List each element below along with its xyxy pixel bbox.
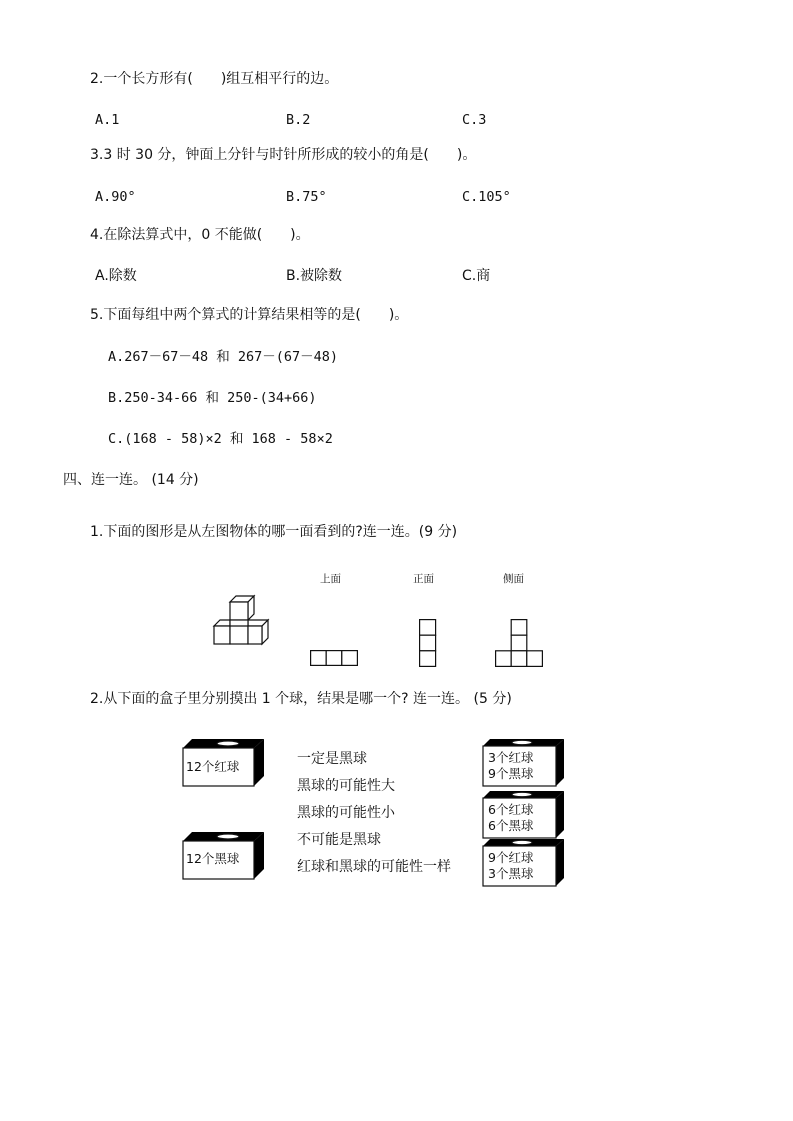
q2-option-a: A.1 [95,112,120,128]
q2-stem: 2.一个长方形有( )组互相平行的边。 [90,71,339,87]
q3-option-a: A.90° [95,189,136,205]
q4-option-a: A.除数 [95,268,137,284]
view-label-top: 上面 [320,573,341,585]
q3-option-c: C.105° [462,189,511,205]
q5-option-b: B.250-34-66 和 250-(34+66) [108,390,317,406]
part1-stem: 1.下面的图形是从左图物体的哪一面看到的?连一连。(9 分) [90,524,458,540]
stacked-cubes-figure [212,592,272,650]
left-box-red-label: 12个红球 [186,759,240,774]
right-box-3-line2: 3个黑球 [488,866,534,881]
q4-option-c: C.商 [462,268,491,284]
q5-option-a: A.267－67－48 和 267－(67－48) [108,349,339,365]
statement-3[interactable]: 黑球的可能性小 [297,805,395,821]
q3-option-b: B.75° [286,189,327,205]
view-side-figure[interactable] [495,619,543,667]
q3-stem: 3.3 时 30 分，钟面上分针与时针所形成的较小的角是( )。 [90,147,477,163]
statement-2[interactable]: 黑球的可能性大 [297,778,395,794]
view-label-side: 侧面 [503,573,524,585]
statement-5[interactable]: 红球和黑球的可能性一样 [297,859,451,875]
right-box-2-line2: 6个黑球 [488,818,534,833]
right-box-3-line1: 9个红球 [488,850,534,865]
statement-1[interactable]: 一定是黑球 [297,751,367,767]
view-front-figure[interactable] [419,619,437,667]
left-box-black-label: 12个黑球 [186,851,240,866]
right-box-2-line1: 6个红球 [488,802,534,817]
view-label-front: 正面 [413,573,434,585]
q2-option-b: B.2 [286,112,311,128]
part2-stem: 2.从下面的盒子里分别摸出 1 个球，结果是哪一个? 连一连。 (5 分) [90,691,512,707]
view-top-figure[interactable] [310,650,358,666]
statement-4[interactable]: 不可能是黑球 [297,832,381,848]
q2-option-c: C.3 [462,112,487,128]
right-box-1-line1: 3个红球 [488,750,534,765]
q4-option-b: B.被除数 [286,268,343,284]
right-box-1-line2: 9个黑球 [488,766,534,781]
q4-stem: 4.在除法算式中，0 不能做( )。 [90,227,310,243]
section-title: 四、连一连。 (14 分) [63,472,199,488]
q5-stem: 5.下面每组中两个算式的计算结果相等的是( )。 [90,307,409,323]
q5-option-c: C.(168 - 58)×2 和 168 - 58×2 [108,431,333,447]
